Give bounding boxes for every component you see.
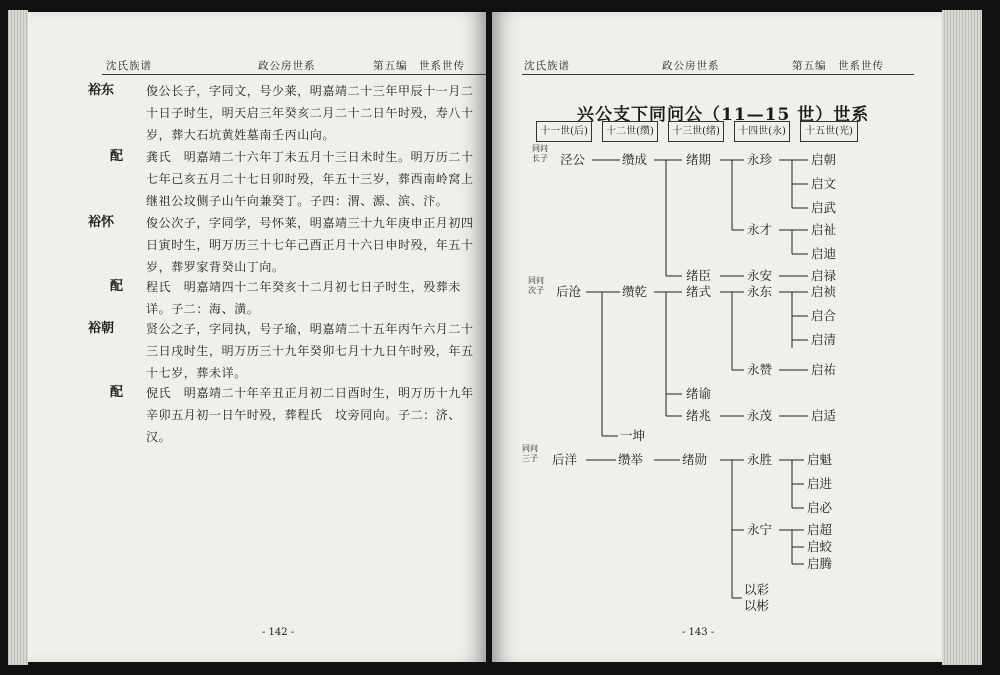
entry-name: 配 (110, 279, 124, 294)
book-edge-right (942, 10, 982, 665)
header-part: 第五编 世系世传 (373, 60, 465, 72)
left-page (28, 12, 486, 662)
entry-line: 十七岁，葬未详。 (146, 366, 247, 380)
person-g14: 永才 (747, 222, 773, 237)
entry-spouse-ni (88, 382, 480, 448)
entry-line: 辛卯五月初一日午时殁，葬程氏 坟旁同向。子二：济、汉。 (146, 408, 462, 444)
header-rule (102, 74, 486, 75)
entry-line: 日寅时生，明万历三十七年己酉正月十六日申时殁，年五十 (146, 238, 474, 252)
person-g14: 永珍 (747, 152, 773, 167)
person-g15: 启文 (811, 176, 837, 191)
person-g15: 启超 (807, 522, 833, 537)
header-part: 第五编 世系世传 (792, 60, 884, 72)
person-g15: 启武 (811, 200, 837, 215)
generation-header-14: 十四世(永) (734, 121, 790, 142)
person-g13: 绪式 (686, 284, 712, 299)
entry-line: 倪氏 明嘉靖二十年辛丑正月初二日酉时生，明万历十九年 (146, 386, 474, 400)
entry-yuchao (88, 318, 480, 384)
chart-title: 兴公支下同问公（11—15 世）世系 (577, 105, 870, 125)
entry-line: 七年己亥五月二十七日卯时殁，年五十三岁，葬西南岭窝上 (146, 172, 474, 186)
header-section: 政公房世系 (258, 60, 316, 72)
entry-line: 岁，葬大石坑黄姓墓南壬丙山向。 (146, 128, 336, 142)
person-g13: 绪期 (686, 152, 712, 167)
entry-line: 龚氏 明嘉靖二十六年丁未五月十三日未时生。明万历二十 (146, 150, 474, 164)
person-g15: 启迪 (811, 246, 837, 261)
person-g15: 启适 (811, 408, 837, 423)
entry-line: 继祖公坟侧子山午向兼癸丁。子四：渭、源、滨、汴。 (146, 194, 449, 208)
person-g14: 以彬 (744, 598, 770, 613)
page-number: - 143 - (682, 627, 715, 638)
entry-line: 详。子二：海、潢。 (146, 302, 260, 316)
entry-name: 裕怀 (88, 215, 115, 230)
generation-header-11: 十一世(后) (536, 121, 592, 142)
entry-line: 三日戌时生，明万历三十九年癸卯七月十九日午时殁，年五 (146, 344, 474, 358)
book-edge-left (8, 10, 28, 665)
person-g14: 永宁 (747, 522, 773, 537)
header-section: 政公房世系 (662, 60, 720, 72)
person-g14: 永赞 (747, 362, 773, 377)
person-g14: 永胜 (747, 452, 773, 467)
person-g11: 后洋 (552, 452, 578, 467)
person-g12: 缵成 (622, 152, 648, 167)
entry-spouse-gong (88, 146, 480, 212)
person-g13: 绪臣 (686, 268, 712, 283)
person-g14: 永安 (747, 268, 773, 283)
person-g15: 启禄 (811, 268, 837, 283)
person-g15: 启朝 (811, 152, 837, 167)
entry-line: 岁，葬罗家背癸山丁向。 (146, 260, 285, 274)
page-number: - 142 - (262, 627, 295, 638)
person-g12: 缵乾 (622, 284, 648, 299)
entry-line: 十日子时生，明天启三年癸亥二月二十二日午时殁，寿八十 (146, 106, 474, 120)
person-g15: 启进 (807, 476, 833, 491)
person-g15: 启魁 (807, 452, 833, 467)
entry-yuhuai (88, 212, 480, 278)
person-g13: 绪谕 (686, 386, 712, 401)
person-g15: 启蛟 (807, 539, 833, 554)
person-g15: 启祯 (811, 284, 837, 299)
relation-label: 同问次子 (528, 276, 544, 295)
generation-header-12: 十二世(缵) (602, 121, 658, 142)
entry-name: 配 (110, 385, 124, 400)
entry-line: 贤公之子，字同执，号子瑜，明嘉靖二十五年丙午六月二十 (146, 322, 474, 336)
person-g15: 启祉 (811, 222, 837, 237)
entry-line: 俊公次子，字同学，号怀莱，明嘉靖三十九年庚申正月初四 (146, 216, 474, 230)
person-g15: 启祐 (811, 362, 837, 377)
header-book-title: 沈氏族谱 (524, 60, 570, 72)
relation-label: 同问长子 (532, 144, 548, 163)
person-g14: 永东 (747, 284, 773, 299)
lineage-connectors (492, 12, 942, 662)
person-g14: 永茂 (747, 408, 773, 423)
entry-name: 裕东 (88, 83, 115, 98)
generation-header-15: 十五世(光) (800, 121, 858, 142)
relation-label: 同问三子 (522, 444, 538, 463)
entry-spouse-cheng (88, 276, 480, 320)
person-g13: 绪兆 (686, 408, 712, 423)
person-g11: 泾公 (560, 152, 586, 167)
header-book-title: 沈氏族谱 (106, 60, 152, 72)
person-g15: 启清 (811, 332, 837, 347)
person-g15: 启合 (811, 308, 837, 323)
person-g13: 绪勋 (682, 452, 708, 467)
right-page (492, 12, 942, 662)
person-g14: 以彩 (744, 582, 770, 597)
person-g15: 启必 (807, 500, 833, 515)
entry-name: 配 (110, 149, 124, 164)
entry-name: 裕朝 (88, 321, 115, 336)
entry-yudong (88, 80, 480, 146)
entry-line: 俊公长子，字同文，号少莱，明嘉靖二十三年甲辰十一月二 (146, 84, 474, 98)
person-g15: 启腾 (807, 556, 833, 571)
person-g12: 一坤 (620, 428, 646, 443)
entry-line: 程氏 明嘉靖四十二年癸亥十二月初七日子时生，殁葬未 (146, 280, 462, 294)
person-g11: 后沧 (556, 284, 582, 299)
person-g12: 缵举 (618, 452, 644, 467)
generation-header-13: 十三世(绪) (668, 121, 724, 142)
